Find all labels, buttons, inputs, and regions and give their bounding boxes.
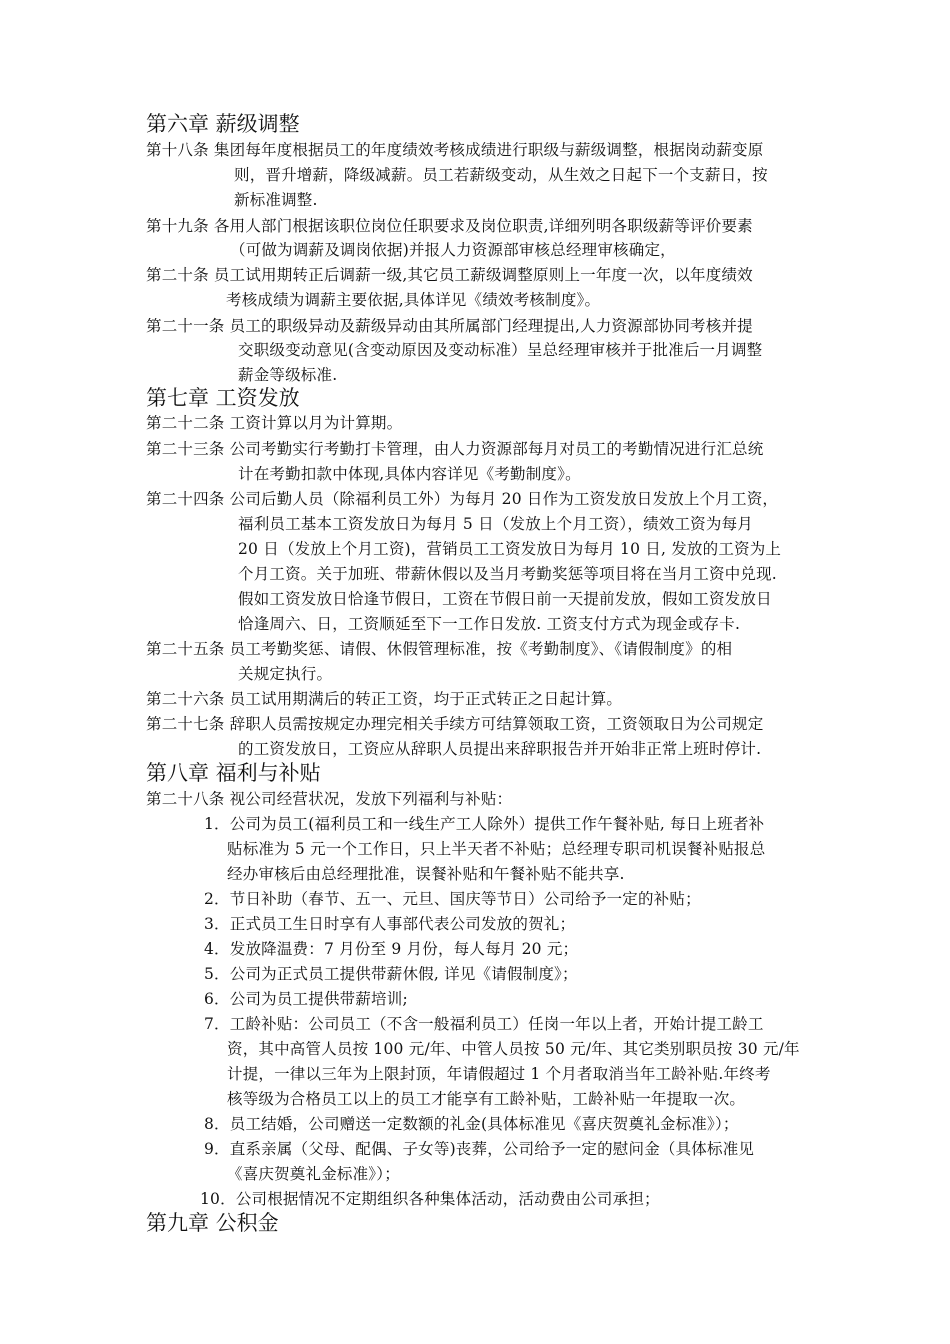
- article-18-line-3: 新标准调整.: [234, 191, 318, 209]
- benefit-item-9-line-2: 《喜庆贺奠礼金标准》）；: [227, 1165, 400, 1183]
- benefit-item-7-line-4: 核等级为合格员工以上的员工才能享有工龄补贴，工龄补贴一年提取一次。: [227, 1090, 746, 1108]
- article-22-line-1: 第二十二条 工资计算以月为计算期。: [146, 414, 403, 432]
- article-21-line-2: 交职级变动意见(含变动原因及变动标准）呈总经理审核并于批准后一月调整: [238, 341, 763, 359]
- article-27-line-1: 第二十七条 辞职人员需按规定办理完相关手续方可结算领取工资，工资领取日为公司规定: [146, 715, 764, 733]
- benefit-item-2: 2．节日补助（春节、五一、元旦、国庆等节日）公司给予一定的补贴；: [204, 890, 701, 908]
- benefit-item-3: 3．正式员工生日时享有人事部代表公司发放的贺礼；: [204, 915, 576, 933]
- benefit-item-8: 8．员工结婚，公司赠送一定数额的礼金(具体标准见《喜庆贺奠礼金标准》）；: [204, 1115, 739, 1133]
- article-20-line-2: 考核成绩为调薪主要依据,具体详见《绩效考核制度》。: [226, 291, 601, 309]
- article-25-line-1: 第二十五条 员工考勤奖惩、请假、休假管理标准，按《考勤制度》、《请假制度》的相: [146, 640, 733, 658]
- benefit-item-1-line-2: 贴标准为 5 元一个工作日，只上半天者不补贴；总经理专职司机误餐补贴报总: [227, 840, 766, 858]
- chapter-8-heading: 第八章 福利与补贴: [146, 761, 321, 785]
- article-24-line-6: 恰逢周六、日，工资顺延至下一工作日发放. 工资支付方式为现金或存卡.: [238, 615, 741, 633]
- benefit-item-5: 5．公司为正式员工提供带薪休假, 详见《请假制度》；: [204, 965, 578, 983]
- article-24-line-4: 个月工资。关于加班、带薪休假以及当月考勤奖惩等项目将在当月工资中兑现.: [238, 565, 777, 583]
- benefit-item-6: 6．公司为员工提供带薪培训;: [204, 990, 408, 1008]
- chapter-7-heading: 第七章 工资发放: [146, 386, 300, 410]
- article-24-line-5: 假如工资发放日恰逢节假日，工资在节假日前一天提前发放，假如工资发放日: [238, 590, 772, 608]
- chapter-9-heading: 第九章 公积金: [146, 1211, 279, 1235]
- benefit-item-9-line-1: 9．直系亲属（父母、配偶、子女等)丧葬，公司给予一定的慰问金（具体标准见: [204, 1140, 755, 1158]
- article-24-line-1: 第二十四条 公司后勤人员（除福利员工外）为每月 20 日作为工资发放日发放上个月工资，: [146, 490, 779, 508]
- benefit-item-7-line-3: 计提，一律以三年为上限封顶，年请假超过 1 个月者取消当年工龄补贴.年终考: [227, 1065, 771, 1083]
- article-18-line-2: 则，晋升增薪，降级减薪。员工若薪级变动，从生效之日起下一个支薪日，按: [234, 166, 768, 184]
- article-28-line-1: 第二十八条 视公司经营状况，发放下列福利与补贴：: [146, 790, 513, 808]
- benefit-item-7-line-1: 7．工龄补贴：公司员工（不含一般福利员工）任岗一年以上者，开始计提工龄工: [204, 1015, 764, 1033]
- article-24-line-2: 福利员工基本工资发放日为每月 5 日（发放上个月工资），绩效工资为每月: [238, 515, 753, 533]
- article-24-line-3: 20 日（发放上个月工资)，营销员工工资发放日为每月 10 日, 发放的工资为上: [238, 540, 782, 558]
- article-18-line-1: 第十八条 集团每年度根据员工的年度绩效考核成绩进行职级与薪级调整，根据岗动薪变原: [146, 141, 764, 159]
- article-20-line-1: 第二十条 员工试用期转正后调薪一级,其它员工薪级调整原则上一年度一次，以年度绩效: [146, 266, 753, 284]
- chapter-6-heading: 第六章 薪级调整: [146, 112, 300, 136]
- benefit-item-4: 4．发放降温费：7 月份至 9 月份，每人每月 20 元；: [204, 940, 579, 958]
- article-19-line-2: （可做为调薪及调岗依据)并报人力资源部审核总经理审核确定，: [230, 241, 676, 259]
- article-21-line-3: 薪金等级标准.: [238, 366, 338, 384]
- benefit-item-1-line-1: 1．公司为员工(福利员工和一线生产工人除外）提供工作午餐补贴, 每日上班者补: [204, 815, 765, 833]
- benefit-item-7-line-2: 资，其中高管人员按 100 元/年、中管人员按 50 元/年、其它类别职员按 30 元/年: [227, 1040, 800, 1058]
- article-19-line-1: 第十九条 各用人部门根据该职位岗位任职要求及岗位职责,详细列明各职级薪等评价要素: [146, 217, 753, 235]
- benefit-item-1-line-3: 经办审核后由总经理批准，误餐补贴和午餐补贴不能共享.: [227, 865, 625, 883]
- article-23-line-1: 第二十三条 公司考勤实行考勤打卡管理，由人力资源部每月对员工的考勤情况进行汇总统: [146, 440, 764, 458]
- article-26-line-1: 第二十六条 员工试用期满后的转正工资，均于正式转正之日起计算。: [146, 690, 623, 708]
- article-27-line-2: 的工资发放日，工资应从辞职人员提出来辞职报告并开始非正常上班时停计.: [238, 740, 762, 758]
- article-23-line-2: 计在考勤扣款中体现,具体内容详见《考勤制度》。: [238, 465, 581, 483]
- article-21-line-1: 第二十一条 员工的职级异动及薪级异动由其所属部门经理提出,人力资源部协同考核并提: [146, 317, 753, 335]
- benefit-item-10: 10．公司根据情况不定期组织各种集体活动，活动费由公司承担；: [200, 1190, 660, 1208]
- article-25-line-2: 关规定执行。: [238, 665, 333, 683]
